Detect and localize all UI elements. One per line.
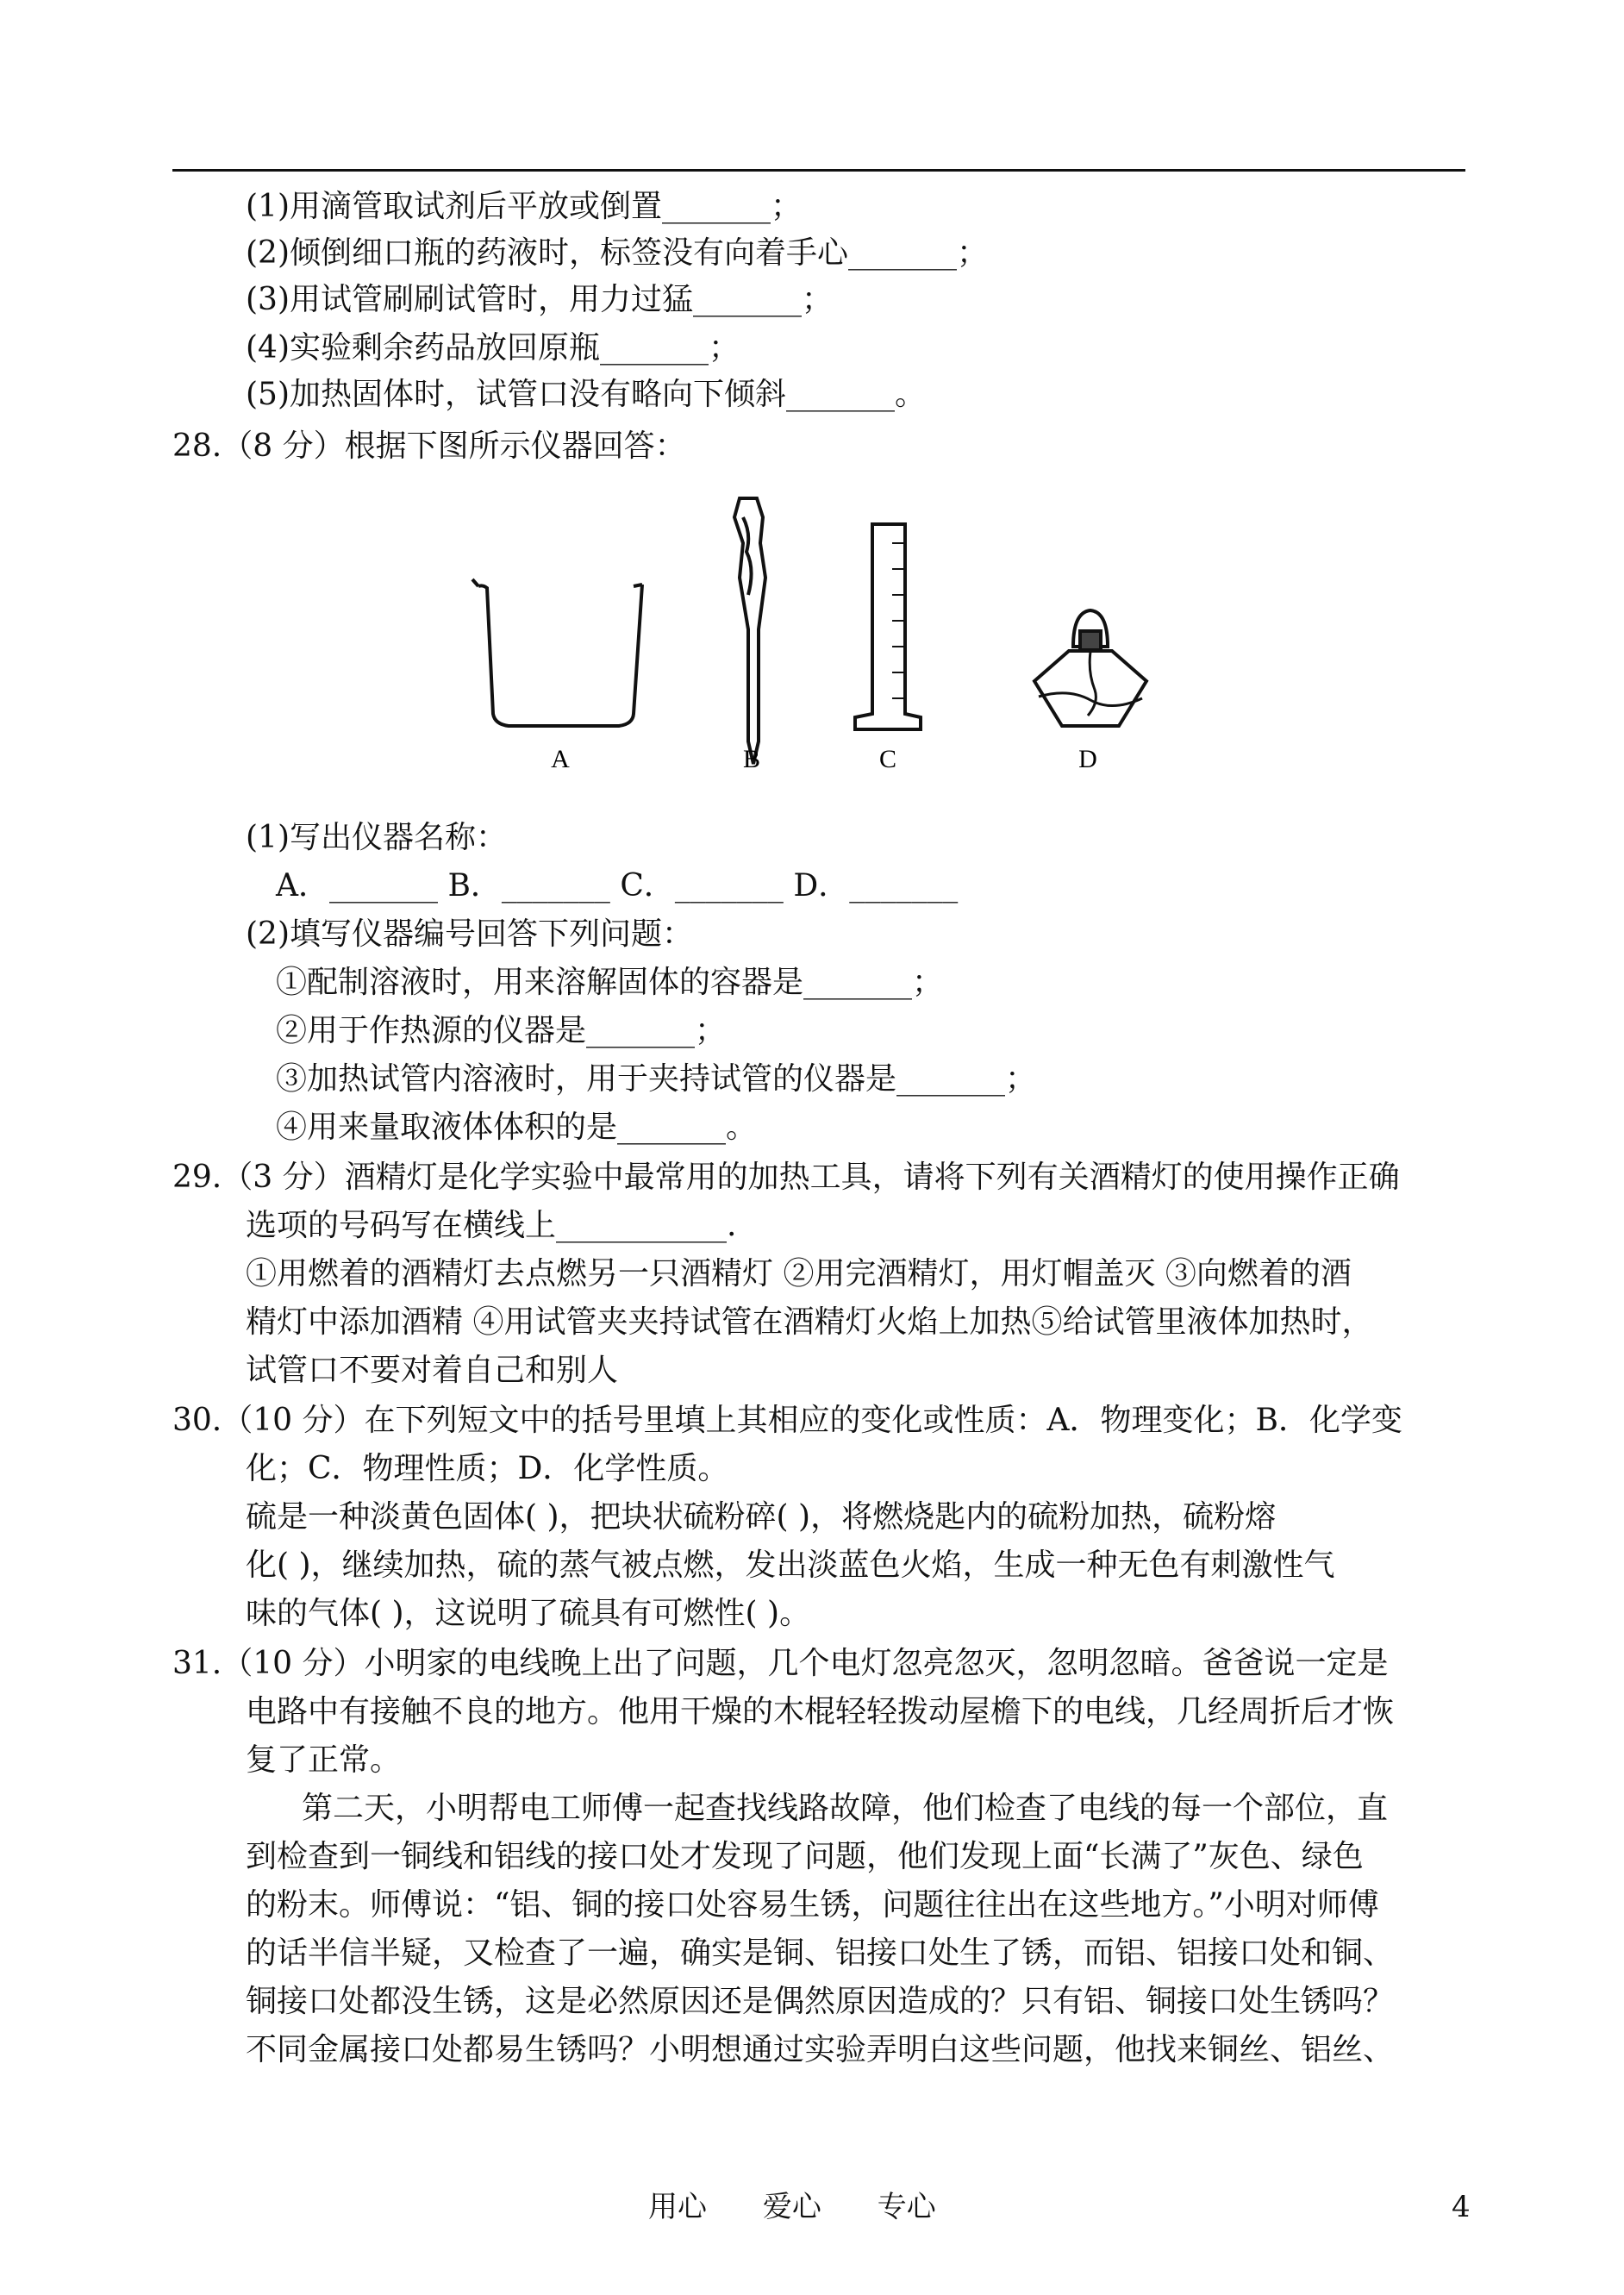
q29-line-1: 29.（3 分）酒精灯是化学实验中最常用的加热工具，请将下列有关酒精灯的使用操作正确 (172, 1160, 1400, 1195)
q31-line-5: 到检查到一铜线和铝线的接口处才发现了问题，他们发现上面“长满了”灰色、绿色 (246, 1839, 1364, 1874)
graduated-cylinder-icon (855, 524, 921, 729)
q27-item-2: (2)倾倒细口瓶的药液时，标签没有向着手心_______； (246, 235, 988, 271)
q29-line-3: ①用燃着的酒精灯去点燃另一只酒精灯 ②用完酒精灯，用灯帽盖灭 ③向燃着的酒 (246, 1256, 1352, 1291)
q27-item-5: (5)加热固体时，试管口没有略向下倾斜_______。 (246, 377, 926, 412)
label-a: A (551, 745, 570, 773)
q27-item-1: (1)用滴管取试剂后平放或倒置_______； (246, 189, 802, 224)
q30-line-5: 味的气体( )，这说明了硫具有可燃性( )。 (246, 1596, 811, 1631)
q27-item-4: (4)实验剩余药品放回原瓶_______； (246, 330, 740, 366)
q29-line-2: 选项的号码写在横线上___________. (246, 1208, 737, 1243)
q27-item-3: (3)用试管刷刷试管时，用力过猛_______； (246, 282, 833, 317)
header-rule (172, 169, 1465, 172)
label-d: D (1078, 745, 1097, 773)
q29-line-4: 精灯中添加酒精 ④用试管夹夹持试管在酒精灯火焰上加热⑤给试管里液体加热时， (246, 1304, 1373, 1340)
q29-line-5: 试管口不要对着自己和别人 (246, 1353, 619, 1388)
q30-line-3: 硫是一种淡黄色固体( )，把块状硫粉碎( )，将燃烧匙内的硫粉加热，硫粉熔 (246, 1499, 1277, 1535)
q30-line-4: 化( )，继续加热，硫的蒸气被点燃，发出淡蓝色火焰，生成一种无色有刺激性气 (246, 1548, 1335, 1583)
q31-line-8: 铜接口处都没生锈，这是必然原因还是偶然原因造成的？只有铝、铜接口处生锈吗？ (246, 1984, 1395, 2019)
q30-line-1: 30.（10 分）在下列短文中的括号里填上其相应的变化或性质：A．物理变化；B．化学变 (172, 1403, 1402, 1438)
q31-line-2: 电路中有接触不良的地方。他用干燥的木棍轻轻拨动屋檐下的电线，几经周折后才恢 (246, 1694, 1395, 1729)
q28-sub-2: ②用于作热源的仪器是_______； (276, 1013, 727, 1048)
q28-sub-1: ①配制溶液时，用来溶解固体的容器是_______； (276, 965, 944, 1000)
page-number: 4 (1452, 2190, 1471, 2224)
alcohol-lamp-icon (1034, 610, 1146, 726)
footer-motto: 用心 爱心 专心 (648, 2190, 936, 2224)
label-c: C (878, 745, 897, 773)
q28-sub-4: ④用来量取液体体积的是_______。 (276, 1110, 758, 1145)
q31-line-6: 的粉末。师傅说：“铝、铜的接口处容易生锈，问题往往出在这些地方。”小明对师傅 (246, 1887, 1379, 1923)
q31-line-3: 复了正常。 (246, 1742, 402, 1778)
beaker-icon (472, 579, 642, 726)
test-tube-clamp-icon (734, 498, 765, 764)
apparatus-figure (0, 483, 1624, 793)
q28-names-line: A．_______ B．_______ C．_______ D．_______ (276, 868, 959, 904)
q31-line-4: 第二天，小明帮电工师傅一起查找线路故障，他们检查了电线的每一个部位，直 (302, 1791, 1389, 1826)
label-b: B (742, 745, 761, 773)
q31-line-7: 的话半信半疑，又检查了一遍，确实是铜、铝接口处生了锈，而铝、铝接口处和铜、 (246, 1935, 1395, 1971)
q30-line-2: 化；C．物理性质；D．化学性质。 (246, 1451, 729, 1486)
q28-part1: (1)写出仪器名称： (246, 820, 507, 855)
q31-line-9: 不同金属接口处都易生锈吗？小明想通过实验弄明白这些问题，他找来铜丝、铝丝、 (246, 2032, 1395, 2067)
q28-part2: (2)填写仪器编号回答下列问题： (246, 916, 693, 952)
q28-title: 28.（8 分）根据下图所示仪器回答： (172, 428, 686, 464)
q28-sub-3: ③加热试管内溶液时，用于夹持试管的仪器是_______； (276, 1061, 1037, 1097)
q31-line-1: 31.（10 分）小明家的电线晚上出了问题，几个电灯忽亮忽灭，忽明忽暗。爸爸说一定是 (172, 1646, 1389, 1681)
